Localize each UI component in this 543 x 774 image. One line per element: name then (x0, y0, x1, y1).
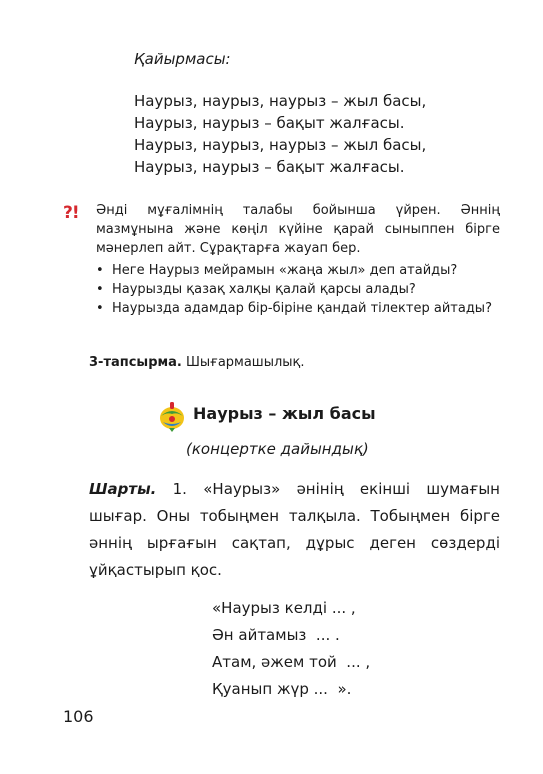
question-exclamation-icon: ?! (63, 203, 79, 223)
conditions-paragraph (89, 476, 500, 584)
page-number: 106 (63, 707, 94, 726)
list-item: • Наурызда адамдар бір-біріне қандай тілектер айтады? (96, 299, 500, 318)
refrain-line: Наурыз, наурыз, наурыз – жыл басы, (134, 136, 427, 154)
conditions-label: Шарты. (89, 480, 157, 498)
poem-line: Ән айтамыз ... . (212, 626, 340, 644)
refrain-line: Наурыз, наурыз – бақыт жалғасы. (134, 114, 405, 132)
poem-line: «Наурыз келді ... , (212, 599, 356, 617)
section-title: Наурыз – жыл басы (193, 404, 376, 423)
poem-template (212, 595, 370, 703)
list-item: • Неге Наурыз мейрамын «жаңа жыл» деп атайды? (96, 261, 500, 280)
question-list (96, 261, 500, 318)
spinning-top-icon (157, 400, 187, 432)
task3-label: 3-тапсырма. (89, 355, 182, 370)
conditions-text: 1. «Наурыз» әнінің екінші шумағын шығар. Оны тобыңмен талқыла. Тобыңмен бірге әннің ырғағын сақтап, дұрыс деген сөздерді ұйқастырып қос. (89, 480, 500, 579)
list-item: • Наурызды қазақ халқы қалай қарсы алады? (96, 280, 500, 299)
refrain-line: Наурыз, наурыз – бақыт жалғасы. (134, 158, 405, 176)
task3-text: Шығармашылық. (181, 355, 305, 370)
refrain-line: Наурыз, наурыз, наурыз – жыл басы, (134, 92, 427, 110)
poem-line: Атам, әжем той ... , (212, 653, 371, 671)
task3-heading (89, 355, 305, 370)
section-subtitle: (концертке дайындық) (186, 440, 369, 458)
refrain-title: Қайырмасы: (134, 50, 231, 68)
refrain-lines (134, 90, 426, 178)
poem-line: Қуанып жүр ... ». (212, 680, 352, 698)
task-instruction: Әнді мұғалімнің талабы бойынша үйрен. Әннің мазмұнына және көңіл күйіне қарай сыныппен бірге мәнерлеп айт. Сұрақтарға жауап бер. (96, 203, 500, 256)
